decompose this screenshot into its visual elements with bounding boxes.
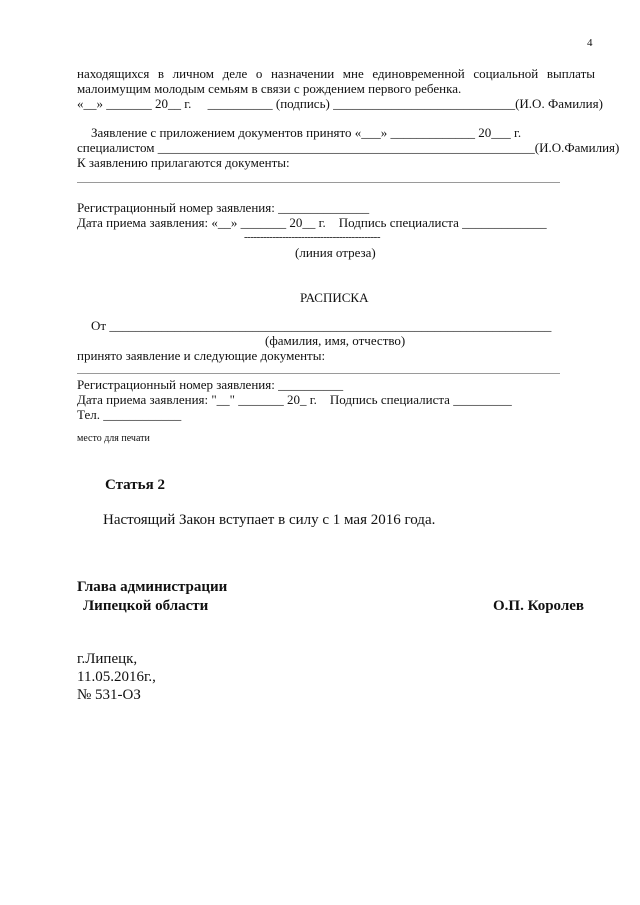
signature-position-line-2: Липецкой области [83, 598, 209, 614]
attached-docs-label: К заявлению прилагаются документы: [77, 155, 290, 170]
stamp-place-label: место для печати [77, 433, 150, 444]
receipt-from-line: От ____________________________________________________________________ [91, 318, 552, 333]
accepted-line: Заявление с приложением документов принято «___» _____________ 20___ г. [91, 125, 522, 140]
receipt-title: РАСПИСКА [300, 290, 369, 305]
cut-line-dashes: ------------------------------------------- [244, 231, 381, 243]
footer-city: г.Липецк, [77, 651, 138, 667]
date-received-line: Дата приема заявления: «__» _______ 20__ г. Подпись специалиста _____________ [77, 215, 547, 230]
application-line-2: малоимущим молодым семьям в связи с рождением первого ребенка. [77, 81, 462, 96]
receipt-docs-underline [77, 373, 560, 374]
signature-position-line-1: Глава администрации [77, 579, 228, 595]
signature-name: О.П. Королев [493, 598, 585, 614]
receipt-accepted-docs: принято заявление и следующие документы: [77, 348, 326, 363]
footer-date: 11.05.2016г., [77, 669, 156, 685]
receipt-reg-number: Регистрационный номер заявления: __________ [77, 377, 344, 392]
page-number: 4 [587, 37, 593, 49]
cut-line-label: (линия отреза) [295, 245, 376, 260]
receipt-phone: Тел. ____________ [77, 407, 182, 422]
article-heading: Статья 2 [105, 477, 165, 493]
specialist-line: специалистом __________________________________________________________(И.О.Фамилия) [77, 140, 620, 155]
docs-underline [77, 182, 560, 183]
footer-number: № 531-ОЗ [77, 687, 141, 703]
article-text: Настоящий Закон вступает в силу с 1 мая 2016 года. [103, 512, 436, 528]
application-line-1: находящихся в личном деле о назначении мне единовременной социальной выплаты [77, 66, 595, 81]
reg-number-line: Регистрационный номер заявления: ______________ [77, 200, 370, 215]
receipt-fio-caption: (фамилия, имя, отчество) [265, 333, 406, 348]
application-signature-line: «__» _______ 20__ г. __________ (подпись) ____________________________(И.О. Фамилия) [77, 96, 603, 111]
receipt-date-received: Дата приема заявления: "__" _______ 20_ г. Подпись специалиста _________ [77, 392, 512, 407]
